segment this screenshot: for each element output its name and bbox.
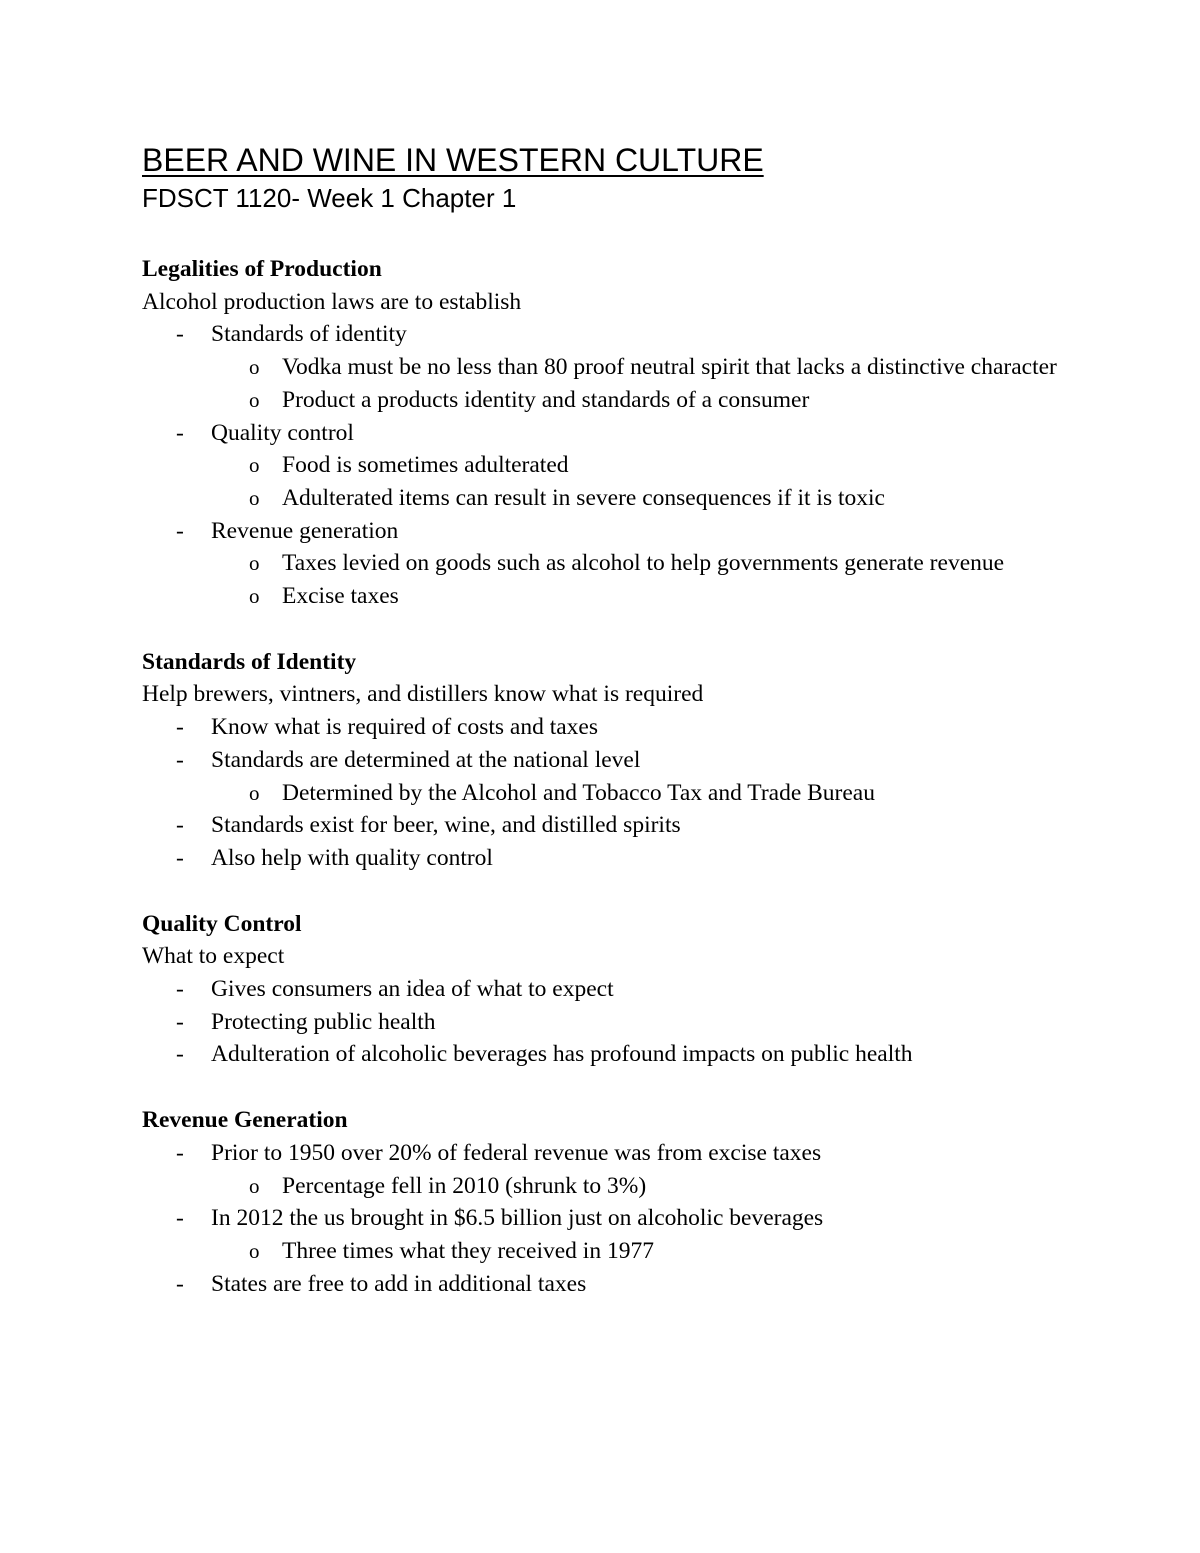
dash-bullet-icon: - — [176, 1205, 184, 1232]
list-item — [142, 1137, 1102, 1170]
list-item-text: Adulteration of alcoholic beverages has profound impacts on public health — [211, 1041, 913, 1068]
sub-list-item — [142, 384, 1102, 417]
circle-bullet-icon: o — [249, 485, 260, 510]
dash-bullet-icon: - — [176, 1139, 184, 1166]
section-heading: Standards of Identity — [142, 648, 357, 675]
list-item-text: Standards are determined at the national level — [211, 746, 641, 773]
list-item-text: Prior to 1950 over 20% of federal revenue was from excise taxes — [211, 1139, 822, 1166]
bullet-list — [142, 711, 1102, 875]
list-item — [142, 1202, 1102, 1235]
list-item — [142, 1268, 1102, 1301]
list-item-text: Know what is required of costs and taxes — [211, 714, 599, 741]
list-item-text: Also help with quality control — [211, 844, 493, 871]
sub-list-item-text: Product a products identity and standards of a consumer — [282, 386, 810, 413]
list-item — [142, 1006, 1102, 1039]
list-item-text: Standards exist for beer, wine, and distilled spirits — [211, 812, 681, 839]
list-item — [142, 973, 1102, 1006]
sub-list-item-text: Percentage fell in 2010 (shrunk to 3%) — [282, 1172, 647, 1199]
sub-list-item — [142, 1235, 1102, 1268]
dash-bullet-icon: - — [176, 1041, 184, 1068]
sub-list-item — [142, 580, 1102, 613]
section-intro: What to expect — [142, 943, 285, 970]
section — [142, 253, 1102, 613]
dash-bullet-icon: - — [176, 517, 184, 544]
bullet-list — [142, 318, 1102, 612]
section-heading: Legalities of Production — [142, 256, 382, 282]
sub-list-item — [142, 449, 1102, 482]
document-page — [142, 140, 1102, 1300]
sub-list-item-text: Taxes levied on goods such as alcohol to help governments generate revenue — [282, 550, 1005, 577]
list-item — [142, 515, 1102, 548]
circle-bullet-icon: o — [249, 453, 260, 478]
sub-list-item-text: Determined by the Alcohol and Tobacco Tax and Trade Bureau — [282, 779, 875, 806]
section-heading: Quality Control — [142, 910, 302, 937]
section — [142, 908, 1102, 1072]
circle-bullet-icon: o — [249, 551, 260, 576]
section-heading: Revenue Generation — [142, 1107, 348, 1134]
sub-list-item — [142, 351, 1102, 384]
list-item-text: Quality control — [211, 419, 354, 446]
section-intro: Alcohol production laws are to establish — [142, 288, 522, 315]
section-intro: Help brewers, vintners, and distillers know what is required — [142, 681, 704, 708]
dash-bullet-icon: - — [176, 844, 184, 871]
dash-bullet-icon: - — [176, 812, 184, 839]
list-item — [142, 711, 1102, 744]
sub-list-item-text: Adulterated items can result in severe consequences if it is toxic — [282, 484, 885, 511]
dash-bullet-icon: - — [176, 976, 184, 1003]
document-title: BEER AND WINE IN WESTERN CULTURE — [142, 142, 764, 178]
circle-bullet-icon: o — [249, 387, 260, 412]
notes-body — [142, 253, 1102, 1300]
list-item — [142, 318, 1102, 351]
sub-list-item — [142, 1170, 1102, 1203]
sub-list-item — [142, 482, 1102, 515]
sub-list-item-text: Excise taxes — [282, 583, 399, 610]
list-item-text: Gives consumers an idea of what to expect — [211, 976, 614, 1003]
sub-list-item-text: Three times what they received in 1977 — [282, 1237, 654, 1264]
sub-list-item — [142, 777, 1102, 810]
dash-bullet-icon: - — [176, 321, 184, 348]
sub-list-item — [142, 547, 1102, 580]
section — [142, 646, 1102, 875]
list-item — [142, 744, 1102, 777]
document-subtitle: FDSCT 1120- Week 1 Chapter 1 — [142, 183, 517, 213]
dash-bullet-icon: - — [176, 1008, 184, 1035]
sub-list-item-text: Food is sometimes adulterated — [282, 452, 569, 479]
bullet-list — [142, 973, 1102, 1071]
list-item-text: In 2012 the us brought in $6.5 billion just on alcoholic beverages — [211, 1205, 824, 1232]
circle-bullet-icon: o — [249, 584, 260, 609]
list-item — [142, 1038, 1102, 1071]
circle-bullet-icon: o — [249, 355, 260, 380]
circle-bullet-icon: o — [249, 1238, 260, 1263]
list-item — [142, 417, 1102, 450]
list-item-text: Revenue generation — [211, 517, 399, 544]
circle-bullet-icon: o — [249, 1173, 260, 1198]
list-item — [142, 809, 1102, 842]
dash-bullet-icon: - — [176, 1270, 184, 1297]
dash-bullet-icon: - — [176, 714, 184, 741]
list-item-text: Standards of identity — [211, 321, 407, 348]
list-item — [142, 842, 1102, 875]
list-item-text: Protecting public health — [211, 1008, 436, 1035]
circle-bullet-icon: o — [249, 780, 260, 805]
list-item-text: States are free to add in additional taxes — [211, 1270, 587, 1297]
dash-bullet-icon: - — [176, 746, 184, 773]
section — [142, 1104, 1102, 1300]
dash-bullet-icon: - — [176, 419, 184, 446]
bullet-list — [142, 1137, 1102, 1301]
sub-list-item-text: Vodka must be no less than 80 proof neutral spirit that lacks a distinctive character — [282, 354, 1057, 381]
